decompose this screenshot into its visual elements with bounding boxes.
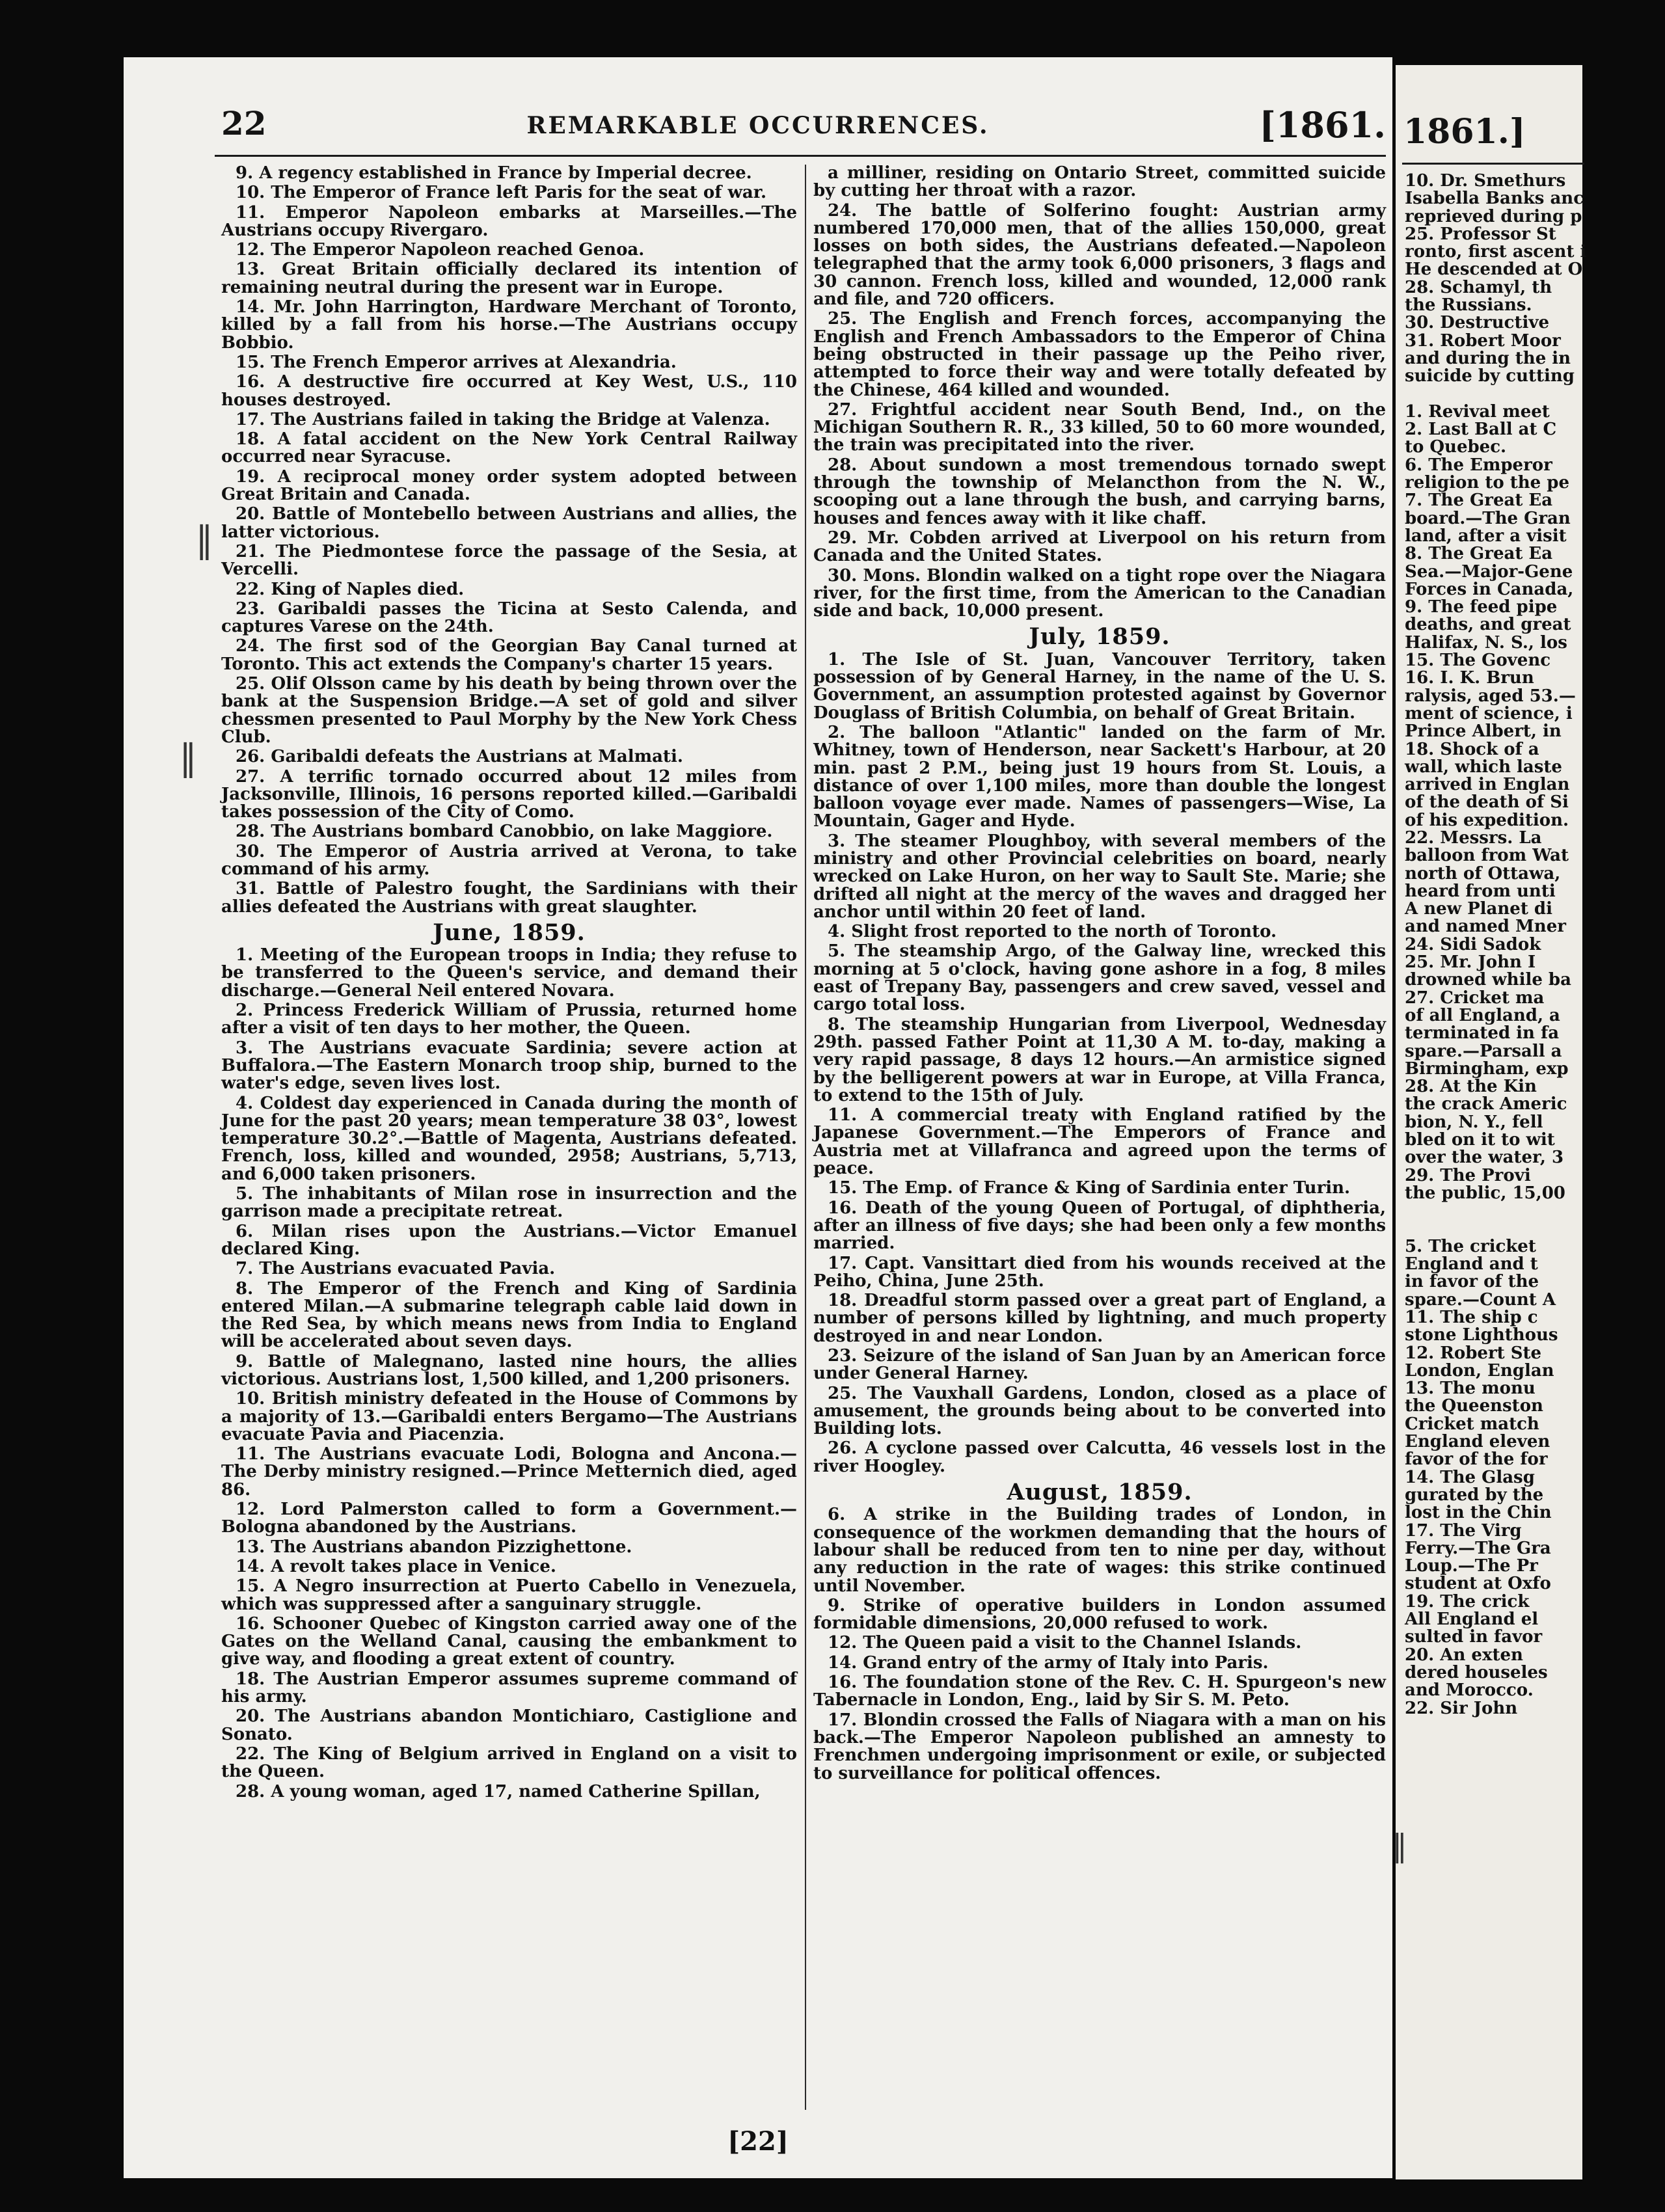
facing-page-line: the crack Americ xyxy=(1405,1094,1567,1114)
facing-page-line: ralysis, aged 53.— xyxy=(1405,686,1576,706)
facing-page-line: Ferry.—The Gra xyxy=(1405,1538,1551,1558)
facing-page-line: 20. An exten xyxy=(1405,1645,1523,1665)
chronicle-entry: 6. Milan rises upon the Austrians.—Victor Emanuel declared King. xyxy=(221,1221,797,1259)
chronicle-entry: 16. Death of the young Queen of Portugal, of diphtheria, after an illness of five days; she had been only a few months married. xyxy=(813,1198,1386,1254)
facing-page-line: 31. Robert Moor xyxy=(1405,330,1561,351)
chronicle-entry: 27. A terrific tornado occurred about 12 miles from Jacksonville, Illinois, 16 persons reported killed.—Garibaldi takes possession of the City of Como. xyxy=(221,766,797,822)
facing-page-line: 18. Shock of a xyxy=(1405,739,1539,759)
facing-page-line: over the water, 3 xyxy=(1405,1148,1564,1168)
facing-page-line xyxy=(1405,1221,1665,1238)
facing-page-line: London, Englan xyxy=(1405,1360,1554,1381)
chronicle-entry: 25. The English and French forces, accompanying the English and French Ambassadors to the Emperor of China being obstructed in their passage up the Peiho river, attempted to force their way and were totally defeated by the Chinese, 464 killed and wounded. xyxy=(813,309,1386,400)
chronicle-entry: 1. The Isle of St. Juan, Vancouver Territory, taken possession of by General Harney, in the name of the U. S. Government, an assumption protested against by Governor Douglass of British Columbia, on behalf of Great Britain. xyxy=(813,649,1386,723)
facing-page-line: drowned while ba xyxy=(1405,970,1571,990)
facing-page-line: 7. The Great Ea xyxy=(1405,491,1553,511)
facing-page-line: Sea.—Major-Gene xyxy=(1405,561,1573,582)
facing-page-line: student at Oxfo xyxy=(1405,1574,1551,1594)
facing-page-line: 27. Cricket ma xyxy=(1405,988,1545,1008)
chronicle-entry: 28. A young woman, aged 17, named Catherine Spillan, xyxy=(236,1781,761,1801)
chronicle-entry: 28. The Austrians bombard Canobbio, on lake Maggiore. xyxy=(236,822,773,842)
chronicle-entry: 14. Grand entry of the army of Italy into Paris. xyxy=(828,1652,1269,1673)
chronicle-entry: 2. Princess Frederick William of Prussia, returned home after a visit of ten days to her mother, the Queen. xyxy=(221,1001,797,1038)
facing-page-line: 5. The cricket xyxy=(1405,1236,1536,1256)
facing-page-line: stone Lighthous xyxy=(1405,1325,1558,1345)
chronicle-entry: 3. The Austrians evacuate Sardinia; severe action at Buffalora.—The Eastern Monarch troop ship, burned to the water's edge, seven lives lost. xyxy=(221,1038,797,1094)
facing-page-line: Birmingham, exp xyxy=(1405,1059,1569,1079)
chronicle-entry: 16. The foundation stone of the Rev. C. H. Spurgeon's new Tabernacle in London, Eng., laid by Sir S. M. Peto. xyxy=(813,1673,1386,1710)
chronicle-entry: 10. The Emperor of France left Paris for the seat of war. xyxy=(236,183,767,203)
chronicle-entry: 20. The Austrians abandon Montichiaro, Castiglione and Sonato. xyxy=(221,1706,797,1744)
facing-page-line: 1. Revival meet xyxy=(1405,401,1550,422)
facing-page-line: of all England, a xyxy=(1405,1005,1560,1025)
facing-page-line: Prince Albert, in xyxy=(1405,722,1562,742)
facing-page-line: arrived in Englan xyxy=(1405,775,1570,795)
left-column xyxy=(221,165,797,1803)
chronicle-entry: 28. About sundown a most tremendous tornado swept through the township of Melancthon from the N. W., scooping out a lane through the bush, and carrying barns, houses and fences away with it like chaff. xyxy=(813,455,1386,528)
chronicle-entry: 11. The Austrians evacuate Lodi, Bologna and Ancona.—The Derby ministry resigned.—Prince Metternich died, aged 86. xyxy=(221,1444,797,1500)
facing-page-line: 2. Last Ball at C xyxy=(1405,420,1557,440)
facing-page-line: He descended at O xyxy=(1405,260,1583,280)
chronicle-entry: 22. King of Naples died. xyxy=(236,579,465,599)
chronicle-entry: 15. A Negro insurrection at Puerto Cabello in Venezuela, which was suppressed after a sanguinary struggle. xyxy=(221,1576,797,1614)
facing-page-line: wall, which laste xyxy=(1405,757,1562,777)
chronicle-entry: 14. A revolt takes place in Venice. xyxy=(236,1556,556,1576)
facing-page-line: heard from unti xyxy=(1405,881,1556,901)
chronicle-entry: 11. Emperor Napoleon embarks at Marseilles.—The Austrians occupy Rivergaro. xyxy=(221,202,797,240)
chronicle-entry: 18. A fatal accident on the New York Central Railway occurred near Syracuse. xyxy=(221,429,797,467)
facing-page-line: deaths, and great xyxy=(1405,615,1571,635)
facing-page-line: 24. Sidi Sadok xyxy=(1405,934,1541,954)
chronicle-entry: 30. The Emperor of Austria arrived at Verona, to take command of his army. xyxy=(221,841,797,879)
facing-page-line: 9. The feed pipe xyxy=(1405,597,1558,617)
chronicle-entry: 23. Garibaldi passes the Ticina at Sesto Calenda, and captures Varese on the 24th. xyxy=(221,599,797,637)
facing-page-line: bion, N. Y., fell xyxy=(1405,1112,1543,1132)
header-year: [1861. xyxy=(1259,104,1386,146)
chronicle-entry: 13. Great Britain officially declared its intention of remaining neutral during the present war in Europe. xyxy=(221,260,797,297)
facing-page-line: 6. The Emperor xyxy=(1405,455,1552,475)
facing-page-line: to Quebec. xyxy=(1405,437,1507,457)
month-heading: June, 1859. xyxy=(433,919,586,946)
facing-page-line: sulted in favor xyxy=(1405,1627,1543,1647)
chronicle-entry: 7. The Austrians evacuated Pavia. xyxy=(236,1259,556,1279)
chronicle-entry: 5. The steamship Argo, of the Galway line, wrecked this morning at 5 o'clock, having gone ashore in a fog, 8 miles east of Trepany Bay, passengers and crew saved, vessel and cargo total loss. xyxy=(813,941,1386,1015)
facing-page-line: the Queenston xyxy=(1405,1396,1543,1416)
running-title: REMARKABLE OCCURRENCES. xyxy=(526,112,990,139)
facing-page-line: land, after a visit xyxy=(1405,526,1567,546)
chronicle-entry: 30. Mons. Blondin walked on a tight rope over the Niagara river, for the first time, from the American to the Canadian side and back, 10,000 present. xyxy=(813,565,1386,621)
chronicle-entry: 6. A strike in the Building trades of London, in consequence of the workmen demanding that the hours of labour shall be reduced from ten to nine per day, without any reduction in the rate of wages: this strike continued until November. xyxy=(813,1505,1386,1596)
chronicle-entry: 8. The steamship Hungarian from Liverpool, Wednesday 29th. passed Father Point at 11,30 A M. to-day, making a very rapid passage, 8 days 12 hours.—An armistice signed by the belligerent powers at war in Europe, at Villa Franca, to extend to the 15th of July. xyxy=(813,1014,1386,1105)
facing-page-line: bled on it to wit xyxy=(1405,1130,1555,1150)
chronicle-entry: 25. The Vauxhall Gardens, London, closed as a place of amusement, the grounds being about to be converted into Building lots. xyxy=(813,1383,1386,1439)
facing-page-column xyxy=(1405,172,1665,1718)
facing-page-line: board.—The Gran xyxy=(1405,508,1571,528)
facing-page-line: 28. At the Kin xyxy=(1405,1077,1537,1097)
chronicle-entry: 17. The Austrians failed in taking the Bridge at Valenza. xyxy=(236,409,770,429)
facing-page-line: All England el xyxy=(1405,1610,1539,1630)
chronicle-entry: 12. The Queen paid a visit to the Channel Islands. xyxy=(828,1633,1302,1653)
chronicle-entry: 20. Battle of Montebello between Austrians and allies, the latter victorious. xyxy=(221,504,797,542)
facing-page-line: 25. Professor St xyxy=(1405,224,1556,244)
chronicle-entry: 19. A reciprocal money order system adopted between Great Britain and Canada. xyxy=(221,466,797,505)
facing-page-line: 8. The Great Ea xyxy=(1405,544,1553,564)
facing-page-line: 17. The Virg xyxy=(1405,1520,1522,1541)
chronicle-entry: 5. The inhabitants of Milan rose in insurrection and the garrison made a precipitate retreat. xyxy=(221,1184,797,1222)
month-heading: August, 1859. xyxy=(1007,1479,1193,1506)
chronicle-entry: 21. The Piedmontese force the passage of the Sesia, at Vercelli. xyxy=(221,541,797,580)
chronicle-entry: a milliner, residing on Ontario Street, committed suicide by cutting her throat with a razor. xyxy=(813,163,1386,201)
chronicle-entry: 23. Seizure of the island of San Juan by an American force under General Harney. xyxy=(813,1346,1386,1384)
facing-page-line: 11. The ship c xyxy=(1405,1308,1538,1327)
chronicle-entry: 27. Frightful accident near South Bend, Ind., on the Michigan Southern R. R., 33 killed, 50 to 60 more wounded, the train was precipitated into the river. xyxy=(813,399,1386,455)
facing-page-line: 19. The crick xyxy=(1405,1591,1530,1612)
margin-pencil-mark-icon: ∥ xyxy=(195,519,213,561)
facing-page-line: England eleven xyxy=(1405,1432,1550,1452)
facing-page-line: reprieved during p xyxy=(1405,206,1582,226)
facing-page-line: spare.—Count A xyxy=(1405,1289,1556,1310)
facing-page-line: 30. Destructive xyxy=(1405,313,1549,333)
chronicle-entry: 9. A regency established in France by Imperial decree. xyxy=(236,163,752,183)
facing-page-line: and named Mner xyxy=(1405,917,1566,937)
facing-page-line: Halifax, N. S., los xyxy=(1405,632,1567,653)
facing-page-line: in favor of the xyxy=(1405,1272,1539,1292)
facing-header-rule xyxy=(1402,163,1584,165)
facing-page-year: 1861.] xyxy=(1403,112,1526,152)
chronicle-entry: 4. Coldest day experienced in Canada during the month of June for the past 20 years; mean temperature 38 03°, lowest temperature 30.2°.—Battle of Magenta, Austrians defeated. French, loss, killed and wounded, 2958; Austrians, 5,713, and 6,000 taken prisoners. xyxy=(221,1093,797,1184)
chronicle-entry: 18. Dreadful storm passed over a great part of England, a number of persons killed by lightning, and much property destroyed in and near London. xyxy=(813,1291,1386,1346)
facing-page-line: Loup.—The Pr xyxy=(1405,1556,1538,1576)
facing-page-line: the Russians. xyxy=(1405,295,1532,316)
chronicle-entry: 11. A commercial treaty with England ratified by the Japanese Government.—The Emperors of France and Austria met at Villafranca and agreed upon the terms of peace. xyxy=(813,1105,1386,1179)
chronicle-entry: 15. The Emp. of France & King of Sardinia enter Turin. xyxy=(828,1178,1351,1198)
header-rule xyxy=(215,155,1386,157)
chronicle-entry: 14. Mr. John Harrington, Hardware Merchant of Toronto, killed by a fall from his horse.—The Austrians occupy Bobbio. xyxy=(221,297,797,353)
facing-page-line xyxy=(1405,386,1665,403)
chronicle-entry: 31. Battle of Palestro fought, the Sardinians with their allies defeated the Austrians with great slaughter. xyxy=(221,879,797,917)
facing-page-line: 13. The monu xyxy=(1405,1379,1536,1399)
facing-page-line: of the death of Si xyxy=(1405,792,1569,813)
facing-page-line: suicide by cutting xyxy=(1405,366,1575,386)
facing-page-line: Isabella Banks anc xyxy=(1405,189,1584,209)
facing-page-line: terminated in fa xyxy=(1405,1023,1560,1044)
chronicle-entry: 1. Meeting of the European troops in India; they refuse to be transferred to the Queen's service, and demand their discharge.—General Neil entered Novara. xyxy=(221,945,797,1001)
chronicle-entry: 3. The steamer Ploughboy, with several members of the ministry and other Provincial celebrities on board, nearly wrecked on Lake Huron, on her way to Sault Ste. Marie; she drifted all night at the mercy of the waves and dragged her anchor until within 20 feet of land. xyxy=(813,831,1386,922)
facing-page-line: dered houseles xyxy=(1405,1662,1548,1682)
facing-page-line: gurated by the xyxy=(1405,1485,1544,1505)
chronicle-entry: 17. Blondin crossed the Falls of Niagara with a man on his back.—The Emperor Napoleon published an amnesty to Frenchmen undergoing imprisonment or exile, or subjected to surveillance for political offences. xyxy=(813,1710,1386,1783)
facing-page-line: 16. I. K. Brun xyxy=(1405,668,1534,688)
chronicle-entry: 26. Garibaldi defeats the Austrians at Malmati. xyxy=(236,747,683,767)
facing-page-line: the public, 15,00 xyxy=(1405,1183,1565,1203)
facing-page-line: 10. Dr. Smethurs xyxy=(1405,171,1566,191)
chronicle-entry: 2. The balloon "Atlantic" landed on the farm of Mr. Whitney, town of Henderson, near Sackett's Harbour, at 20 min. past 2 P.M., being just 19 hours from St. Louis, a distance of over 1,100 miles, more than double the longest balloon voyage ever made. Names of passengers—Wise, La Mountain, Gager and Hyde. xyxy=(813,722,1386,831)
chronicle-entry: 9. Battle of Malegnano, lasted nine hours, the allies victorious. Austrians lost, 1,500 killed, and 1,200 prisoners. xyxy=(221,1351,797,1389)
facing-page-line: 25. Mr. John I xyxy=(1405,952,1536,973)
facing-page-line: ment of science, i xyxy=(1405,703,1573,723)
facing-page-line: and during the in xyxy=(1405,348,1571,368)
column-divider xyxy=(805,165,806,2110)
chronicle-entry: 18. The Austrian Emperor assumes supreme command of his army. xyxy=(221,1669,797,1707)
margin-pencil-mark-icon: ∥ xyxy=(1392,1828,1407,1865)
facing-page-line: favor of the for xyxy=(1405,1450,1548,1470)
facing-page-line xyxy=(1405,1202,1665,1220)
chronicle-entry: 15. The French Emperor arrives at Alexandria. xyxy=(236,352,677,372)
chronicle-entry: 16. Schooner Quebec of Kingston carried away one of the Gates on the Welland Canal, causing the embankment to give way, and flooding a great extent of country. xyxy=(221,1613,797,1669)
facing-page-line: 28. Schamyl, th xyxy=(1405,277,1552,297)
facing-page-line: 15. The Govenc xyxy=(1405,651,1551,671)
facing-page-line: Forces in Canada, xyxy=(1405,579,1574,599)
chronicle-entry: 12. Lord Palmerston called to form a Government.—Bologna abandoned by the Austrians. xyxy=(221,1500,797,1537)
facing-page-line: 22. Sir John xyxy=(1405,1698,1518,1718)
chronicle-entry: 16. A destructive fire occurred at Key West, U.S., 110 houses destroyed. xyxy=(221,372,797,410)
chronicle-entry: 17. Capt. Vansittart died from his wounds received at the Peiho, China, June 25th. xyxy=(813,1253,1386,1291)
facing-page-line: A new Planet di xyxy=(1405,899,1552,919)
facing-page-line: England and t xyxy=(1405,1254,1538,1275)
facing-page-line: Cricket match xyxy=(1405,1414,1539,1434)
right-column xyxy=(813,165,1386,1785)
chronicle-entry: 22. The King of Belgium arrived in England on a visit to the Queen. xyxy=(221,1744,797,1782)
book-page xyxy=(124,57,1392,2178)
facing-page-line: of his expedition. xyxy=(1405,810,1569,830)
chronicle-entry: 26. A cyclone passed over Calcutta, 46 vessels lost in the river Hoogley. xyxy=(813,1438,1386,1476)
chronicle-entry: 10. British ministry defeated in the House of Commons by a majority of 13.—Garibaldi enters Bergamo—The Austrians evacuate Pavia and Piacenzia. xyxy=(221,1389,797,1444)
facing-page-line: balloon from Wat xyxy=(1405,846,1569,866)
facing-page-line: lost in the Chin xyxy=(1405,1503,1552,1523)
facing-page-line: 14. The Glasg xyxy=(1405,1467,1535,1487)
facing-page-line: 29. The Provi xyxy=(1405,1165,1531,1185)
page-number: 22 xyxy=(221,104,267,142)
facing-page-line: religion to the pe xyxy=(1405,473,1569,493)
facing-page-edge xyxy=(1392,65,1587,2179)
facing-page-line: spare.—Parsall a xyxy=(1405,1041,1562,1061)
facing-page-line: ronto, first ascent i xyxy=(1405,242,1587,262)
chronicle-entry: 29. Mr. Cobden arrived at Liverpool on his return from Canada and the United States. xyxy=(813,528,1386,566)
chronicle-entry: 24. The battle of Solferino fought: Austrian army numbered 170,000 men, that of the allies 150,000, great losses on both sides, the Austrians defeated.—Napoleon telegraphed that the army took 6,000 prisoners, 3 flags and 30 cannon. French loss, killed and wounded, 12,000 rank and file, and 720 officers. xyxy=(813,200,1386,310)
folio-number: [22] xyxy=(727,2126,789,2157)
chronicle-entry: 13. The Austrians abandon Pizzighettone. xyxy=(236,1537,632,1557)
chronicle-entry: 24. The first sod of the Georgian Bay Canal turned at Toronto. This act extends the Company's charter 15 years. xyxy=(221,636,797,674)
facing-page-line: north of Ottawa, xyxy=(1405,863,1561,883)
chronicle-entry: 8. The Emperor of the French and King of Sardinia entered Milan.—A submarine telegraph cable laid down in the Red Sea, by which means news from India to England will be accelerated about seven days. xyxy=(221,1278,797,1352)
chronicle-entry: 4. Slight frost reported to the north of Toronto. xyxy=(828,922,1277,942)
margin-pencil-mark-icon: ∥ xyxy=(179,737,197,779)
chronicle-entry: 25. Olif Olsson came by his death by being thrown over the bank at the Suspension Bridge.—A set of gold and silver chessmen presented to Paul Morphy by the New York Chess Club. xyxy=(221,674,797,747)
month-heading: July, 1859. xyxy=(1029,623,1171,651)
chronicle-entry: 9. Strike of operative builders in London assumed formidable dimensions, 20,000 refused to work. xyxy=(813,1595,1386,1634)
facing-page-line: and Morocco. xyxy=(1405,1680,1534,1701)
chronicle-entry: 12. The Emperor Napoleon reached Genoa. xyxy=(236,240,645,260)
facing-page-line: 22. Messrs. La xyxy=(1405,828,1542,848)
facing-page-line: 12. Robert Ste xyxy=(1405,1343,1542,1363)
